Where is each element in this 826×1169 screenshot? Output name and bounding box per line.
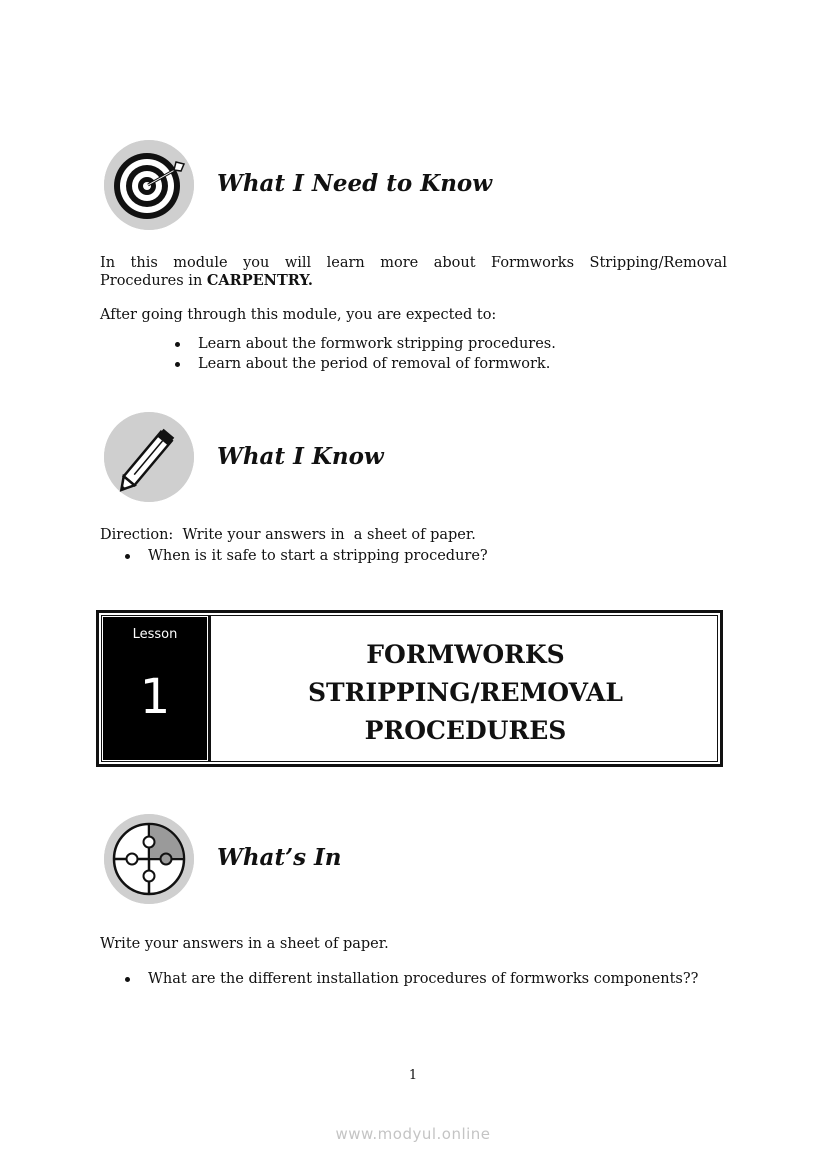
- page-number: 1: [408, 1068, 418, 1083]
- puzzle-icon: [104, 814, 194, 904]
- expectation-line: After going through this module, you are expected to:: [100, 307, 497, 323]
- lesson-number-panel: [103, 617, 207, 760]
- pencil-icon: [104, 412, 194, 502]
- lesson-banner-inner: [101, 615, 718, 762]
- list-item: Learn about the period of removal of formwork.: [172, 354, 556, 374]
- intro-line-1: In this module you will learn more about Formworks Stripping/Removal: [100, 255, 727, 271]
- section-title-need-to-know: What I Need to Know: [217, 170, 493, 197]
- watermark: www.modyul.online: [335, 1125, 491, 1143]
- subject-name: CARPENTRY.: [206, 272, 313, 289]
- target-icon: [104, 140, 194, 230]
- instruction-text: Write your answers in a sheet of paper.: [100, 936, 389, 952]
- intro-line-2: [100, 272, 727, 290]
- lesson-banner: [96, 610, 723, 767]
- lesson-divider: [208, 616, 211, 761]
- lesson-number: 1: [139, 669, 171, 725]
- lesson-title: [214, 636, 717, 750]
- question-list: [122, 546, 488, 566]
- intro-line-2-prefix: Procedures in: [100, 273, 207, 289]
- lesson-title-line: STRIPPING/REMOVAL: [307, 678, 624, 707]
- direction-text: Direction: Write your answers in a sheet of paper.: [100, 527, 476, 543]
- section-title-what-i-know: What I Know: [217, 443, 384, 470]
- list-item: When is it safe to start a stripping procedure?: [122, 546, 488, 566]
- question-list: [122, 969, 698, 989]
- lesson-title-line: FORMWORKS: [366, 640, 565, 669]
- objectives-list: [172, 334, 556, 374]
- list-item: What are the different installation procedures of formworks components??: [122, 969, 698, 989]
- lesson-title-line: PROCEDURES: [364, 716, 567, 745]
- section-title-whats-in: What’s In: [217, 844, 342, 871]
- list-item: Learn about the formwork stripping procedures.: [172, 334, 556, 354]
- lesson-label: Lesson: [132, 627, 178, 642]
